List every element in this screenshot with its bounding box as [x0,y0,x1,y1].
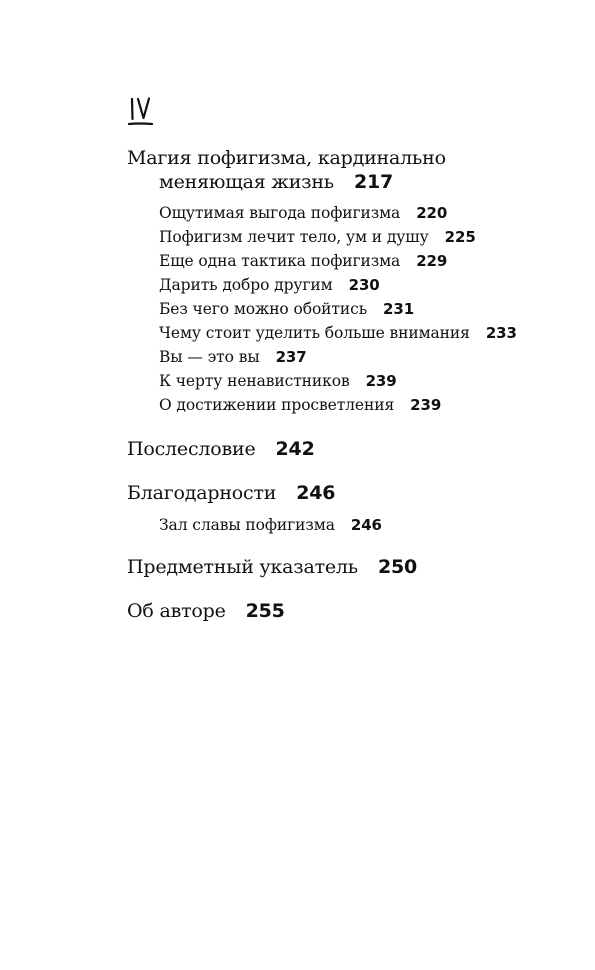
part-numeral-iv [128,97,156,127]
chapter-entry[interactable] [127,146,567,194]
section-entry[interactable] [159,369,567,393]
chapter-title: Об авторе [127,600,226,622]
section-title: К черту ненавистников [159,372,350,390]
chapter-page-number: 217 [353,171,394,193]
chapter-title: Благодарности [127,482,277,504]
chapter-title: Послесловие [127,438,256,460]
section-page-number: 225 [444,228,476,246]
section-page-number: 233 [485,324,517,342]
section-title: Вы — это вы [159,348,260,366]
section-entry[interactable] [159,513,382,537]
section-title: Дарить добро другим [159,276,333,294]
section-page-number: 229 [416,252,448,270]
section-entry[interactable] [159,249,567,273]
section-page-number: 239 [365,372,397,390]
chapter-page-number: 246 [296,482,336,504]
section-title: О достижении просветления [159,396,395,414]
chapter-entry-acknowledgements[interactable] [127,481,335,505]
chapter-entry-index[interactable] [127,555,417,579]
section-entry[interactable] [159,321,567,345]
section-entry[interactable] [159,345,567,369]
chapter-title-line2-row [127,170,567,194]
section-entry[interactable] [159,393,567,417]
section-title: Зал славы пофигизма [159,516,335,534]
section-page-number: 237 [275,348,307,366]
section-title: Пофигизм лечит тело, ум и душу [159,228,429,246]
handwritten-iv-icon [128,97,156,127]
chapter-title-line1: Магия пофигизма, кардинально [127,147,446,169]
section-list [159,513,382,537]
chapter-page-number: 242 [275,438,315,460]
section-entry[interactable] [159,225,567,249]
section-page-number: 231 [383,300,415,318]
section-title: Без чего можно обойтись [159,300,368,318]
chapter-page-number: 250 [377,556,418,578]
chapter-title: Предметный указатель [127,556,358,578]
section-title: Чему стоит уделить больше внимания [159,324,470,342]
chapter-entry-afterword[interactable] [127,437,315,461]
chapter-page-number: 255 [245,600,285,622]
section-page-number: 230 [348,276,380,294]
section-title: Еще одна тактика пофигизма [159,252,401,270]
table-of-contents [127,146,567,417]
section-page-number: 220 [416,204,448,222]
chapter-entry-about-author[interactable] [127,599,285,623]
section-title: Ощутимая выгода пофигизма [159,204,401,222]
section-entry[interactable] [159,201,567,225]
section-list [127,201,567,417]
section-entry[interactable] [159,297,567,321]
chapter-title-line2: меняющая жизнь [159,171,334,193]
section-entry[interactable] [159,273,567,297]
section-page-number: 239 [410,396,442,414]
section-page-number: 246 [350,516,382,534]
